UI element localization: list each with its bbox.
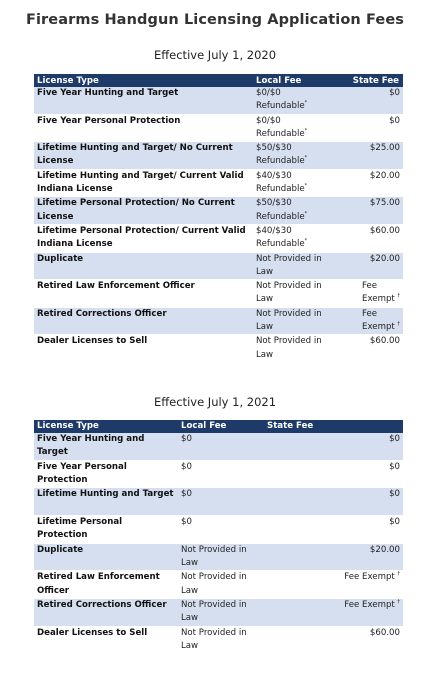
state-fee-cell (336, 87, 403, 114)
local-fee-note (256, 183, 333, 196)
state-fee-cell (336, 280, 403, 308)
state-fee-value: $0 (389, 88, 400, 98)
table-row (34, 114, 403, 142)
state-fee-value: $0 (389, 489, 400, 500)
state-fee-value: $0 (389, 517, 400, 527)
table-row (34, 252, 403, 280)
local-fee-note-text: Refundable (256, 239, 305, 250)
local-fee-cell: $0 (178, 460, 264, 488)
table-row (34, 169, 403, 197)
table-header-row (34, 74, 403, 87)
local-fee-cell (253, 252, 336, 280)
table-row (34, 433, 403, 460)
local-fee-note-text: Refundable (256, 128, 305, 139)
state-fee-value: $0 (389, 115, 400, 126)
license-type-cell: Retired Law Enforcement Officer (34, 571, 178, 599)
local-fee-note (256, 211, 333, 224)
license-type-cell: Five Year Personal Protection (34, 460, 178, 488)
local-fee-cell (253, 197, 336, 225)
local-fee-note (256, 349, 333, 362)
state-fee-cell (336, 114, 403, 142)
license-type-cell: Lifetime Hunting and Target/ Current Valid Indiana License (34, 169, 253, 197)
state-fee-value: $20.00 (369, 544, 400, 555)
state-fee-cell (264, 516, 403, 544)
state-fee-cell (264, 460, 403, 488)
local-fee-cell (253, 335, 336, 363)
license-type-cell: Retired Corrections Officer (34, 307, 253, 335)
local-fee-note-text: Refundable (256, 184, 305, 195)
license-type-cell: Duplicate (34, 543, 178, 571)
local-fee-value: Not Provided in (256, 336, 322, 347)
license-type-cell: Five Year Personal Protection (34, 114, 253, 142)
dagger-mark: † (397, 571, 400, 578)
local-fee-note-text: Law (256, 294, 274, 305)
table-header-row (34, 420, 403, 433)
local-fee-value: $0/$0 (256, 115, 281, 126)
local-fee-note-text: Law (256, 266, 274, 277)
local-fee-cell: $0 (178, 488, 264, 516)
state-fee-cell (336, 335, 403, 363)
local-fee-note-text: Law (256, 349, 274, 360)
table-row (34, 488, 403, 516)
state-fee-value: $0 (389, 461, 400, 472)
header-license-type: License Type (34, 420, 178, 433)
local-fee-cell (253, 280, 336, 308)
state-fee-cell (264, 626, 403, 654)
header-state-fee: State Fee (336, 74, 403, 87)
local-fee-cell: Not Provided in Law (178, 599, 264, 627)
state-fee-cell (264, 599, 403, 627)
table-row (34, 197, 403, 225)
header-state-fee: State Fee (264, 420, 403, 433)
refundable-asterisk: * (304, 183, 308, 190)
table-row (34, 335, 403, 363)
state-fee-cell (264, 571, 403, 599)
state-fee-value: $60.00 (369, 336, 400, 347)
license-type-cell: Lifetime Hunting and Target/ No Current License (34, 142, 253, 170)
local-fee-value: $50/$30 (256, 198, 292, 209)
local-fee-note-text: Refundable (256, 156, 305, 167)
local-fee-cell (253, 169, 336, 197)
local-fee-cell: $0 (178, 516, 264, 544)
local-fee-value: $0/$0 (256, 88, 281, 98)
local-fee-value: $40/$30 (256, 170, 292, 181)
local-fee-cell: $0 (178, 433, 264, 460)
state-fee-cell (336, 197, 403, 225)
state-fee-note-text: Exempt (362, 322, 395, 333)
local-fee-note (256, 100, 333, 113)
local-fee-cell (253, 87, 336, 114)
local-fee-cell (253, 307, 336, 335)
local-fee-cell: Not Provided in Law (178, 543, 264, 571)
license-type-cell: Five Year Hunting and Target (34, 87, 253, 114)
local-fee-note (256, 293, 333, 306)
header-license-type: License Type (34, 74, 253, 87)
fee-exempt-label (362, 280, 400, 307)
effective-date-2020: Effective July 1, 2020 (153, 48, 277, 62)
local-fee-note (256, 321, 333, 334)
local-fee-note-text: Law (256, 322, 274, 333)
dagger-mark: † (397, 599, 400, 606)
state-fee-value: Fee (362, 281, 378, 292)
state-fee-value: $20.00 (369, 170, 400, 181)
license-type-cell: Dealer Licenses to Sell (34, 335, 253, 363)
local-fee-value: $40/$30 (256, 225, 292, 236)
state-fee-cell (264, 488, 403, 516)
license-type-cell: Retired Law Enforcement Officer (34, 280, 253, 308)
fee-exempt-label (362, 308, 400, 335)
license-type-cell: Five Year Hunting and Target (34, 433, 178, 460)
table-row (34, 142, 403, 170)
table-row (34, 626, 403, 654)
local-fee-value: Not Provided in (256, 253, 322, 264)
state-fee-value: $60.00 (369, 627, 400, 638)
refundable-asterisk: * (304, 128, 308, 135)
license-type-cell: Lifetime Personal Protection/ No Current License (34, 197, 253, 225)
state-fee-value: $25.00 (369, 143, 400, 154)
local-fee-cell (253, 114, 336, 142)
local-fee-cell (253, 142, 336, 170)
local-fee-note (256, 155, 333, 168)
license-type-cell: Duplicate (34, 252, 253, 280)
refundable-asterisk: * (304, 100, 308, 107)
state-fee-cell (264, 433, 403, 460)
state-fee-cell (336, 224, 403, 252)
state-fee-value: $60.00 (369, 225, 400, 236)
state-fee-note (362, 321, 400, 334)
local-fee-value: $50/$30 (256, 143, 292, 154)
license-type-cell: Lifetime Hunting and Target (34, 488, 178, 516)
dagger-mark: † (397, 321, 400, 328)
state-fee-note-text: Exempt (362, 294, 395, 305)
state-fee-value: $20.00 (369, 253, 400, 264)
table-row (34, 87, 403, 114)
state-fee-cell (336, 252, 403, 280)
state-fee-cell (336, 142, 403, 170)
state-fee-cell (264, 543, 403, 571)
refundable-asterisk: * (304, 155, 308, 162)
local-fee-value: Not Provided in (256, 308, 322, 319)
local-fee-note (256, 266, 333, 279)
state-fee-cell (336, 307, 403, 335)
license-type-cell: Retired Corrections Officer (34, 599, 178, 627)
local-fee-cell (253, 224, 336, 252)
local-fee-value: Not Provided in (256, 281, 322, 292)
local-fee-note (256, 238, 333, 251)
state-fee-value: Fee Exempt (344, 572, 395, 583)
license-type-cell: Lifetime Personal Protection/ Current Valid Indiana License (34, 224, 253, 252)
license-type-cell: Dealer Licenses to Sell (34, 626, 178, 654)
table-row (34, 280, 403, 308)
refundable-asterisk: * (304, 238, 308, 245)
effective-date-2021: Effective July 1, 2021 (153, 394, 277, 409)
table-row (34, 224, 403, 252)
local-fee-cell: Not Provided in Law (178, 626, 264, 654)
fees-table-2020 (34, 74, 403, 363)
table-row (34, 307, 403, 335)
local-fee-cell: Not Provided in Law (178, 571, 264, 599)
table-row (34, 543, 403, 571)
refundable-asterisk: * (304, 210, 308, 217)
header-local-fee: Local Fee (253, 74, 336, 87)
fees-table-2021 (34, 420, 403, 655)
state-fee-value: Fee Exempt (344, 600, 395, 611)
local-fee-note (256, 128, 333, 141)
local-fee-note-text: Refundable (256, 211, 305, 222)
table-row (34, 516, 403, 544)
license-type-cell: Lifetime Personal Protection (34, 516, 178, 544)
table-row (34, 599, 403, 627)
table-row (34, 571, 403, 599)
page-title: Firearms Handgun Licensing Application Fees (25, 12, 405, 28)
state-fee-note (362, 293, 400, 306)
state-fee-value: $0 (389, 433, 400, 444)
state-fee-value: $75.00 (369, 198, 400, 209)
state-fee-cell (336, 169, 403, 197)
table-row (34, 460, 403, 488)
local-fee-note-text: Refundable (256, 101, 305, 112)
header-local-fee: Local Fee (178, 420, 264, 433)
state-fee-value: Fee (362, 308, 378, 319)
dagger-mark: † (397, 293, 400, 300)
